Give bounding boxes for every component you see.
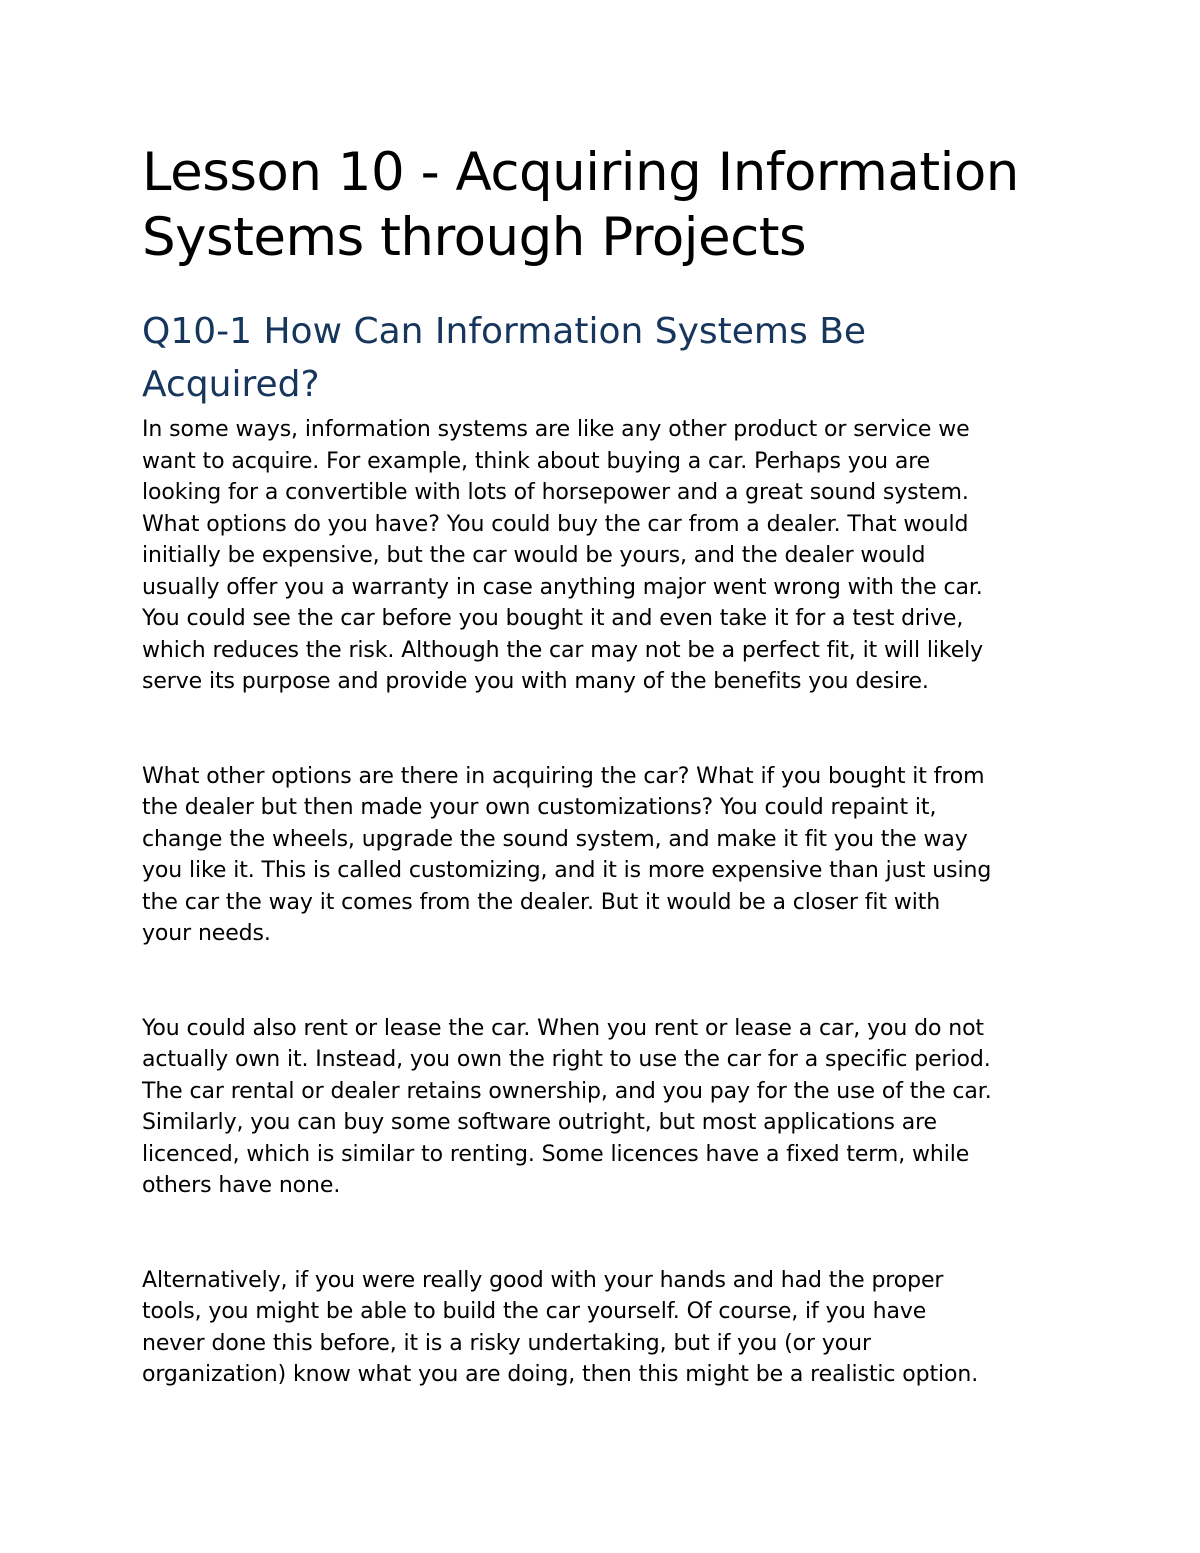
document-body: [142, 140, 1072, 1391]
paragraph-3: You could also rent or lease the car. When you rent or lease a car, you do not actually own it. Instead, you own the right to use the car for a specific period. The car rental or dealer retains ownership, and you pay for the use of the car. Similarly, you can buy some software outright, but most applications are licenced, which is similar to renting. Some licences have a fixed term, while others have none.: [142, 1015, 992, 1198]
paragraph-spacer: [142, 698, 1072, 761]
paragraph-spacer: [142, 950, 1072, 1013]
document-title: Lesson 10 - Acquiring Information Systems through Projects: [142, 142, 1019, 268]
paragraph-spacer: [142, 1202, 1072, 1265]
paragraph-2: What other options are there in acquiring the car? What if you bought it from the dealer but then made your own customizations? You could repaint it, change the wheels, upgrade the sound system, and make it fit you the way you like it. This is called customizing, and it is more expensive than just using the car the way it comes from the dealer. But it would be a closer fit with your needs.: [142, 763, 992, 946]
paragraph-1: In some ways, information systems are like any other product or service we want to acquire. For example, think about buying a car. Perhaps you are looking for a convertible with lots of horsepower and a great sound system. What options do you have? You could buy the car from a dealer. That would initially be expensive, but the car would be yours, and the dealer would usually offer you a warranty in case anything major went wrong with the car. You could see the car before you bought it and even take it for a test drive, which reduces the risk. Although the car may not be a perfect fit, it will likely serve its purpose and provide you with many of the benefits you desire.: [142, 417, 984, 694]
section-heading: Q10-1 How Can Information Systems Be Acquired?: [142, 311, 867, 405]
paragraph-4: Alternatively, if you were really good with your hands and had the proper tools, you might be able to build the car yourself. Of course, if you have never done this before, it is a risky undertaking, but if you (or your organization) know what you are doing, then this might be a realistic option.: [142, 1267, 979, 1387]
